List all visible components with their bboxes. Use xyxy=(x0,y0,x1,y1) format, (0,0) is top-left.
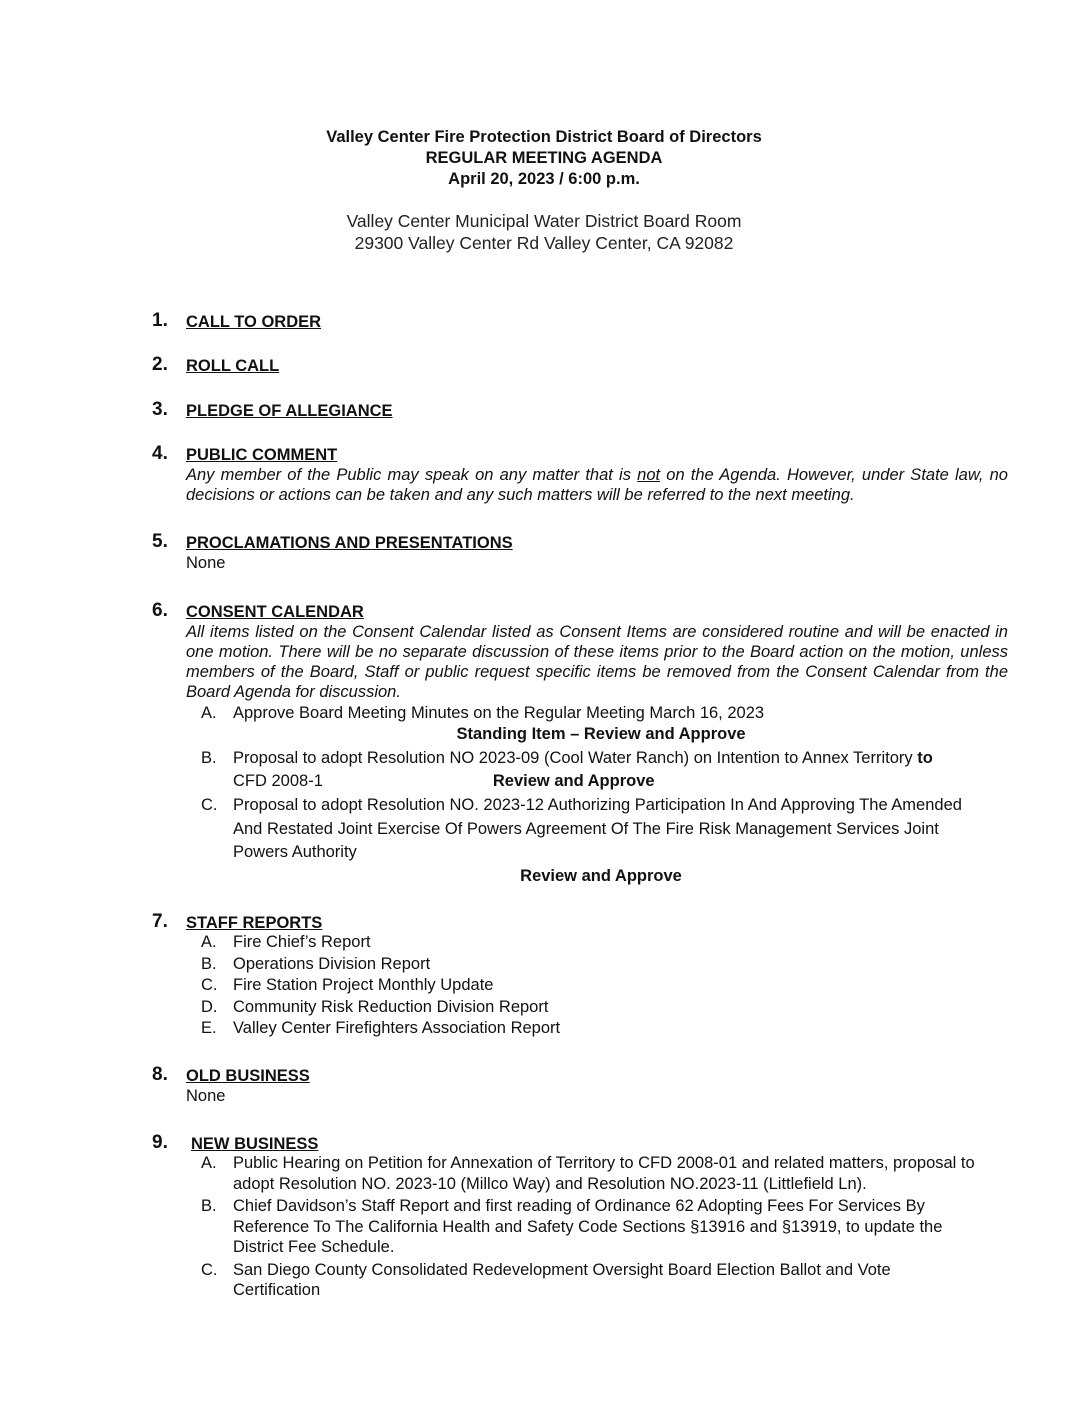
item-letter: B. xyxy=(201,749,217,767)
item-action: Review and Approve xyxy=(492,772,655,790)
list-item xyxy=(201,954,1001,976)
section-title: OLD BUSINESS xyxy=(186,1067,310,1085)
section-number: 7. xyxy=(152,911,168,932)
section-title: NEW BUSINESS xyxy=(191,1135,319,1153)
section-number: 9. xyxy=(152,1132,168,1153)
item-action: Standing Item – Review and Approve xyxy=(456,725,746,743)
section-number: 5. xyxy=(152,531,168,552)
item-text-cfd: CFD 2008-1 xyxy=(233,772,323,790)
consent-intro: All items listed on the Consent Calendar listed as Consent Items are considered routine and will be enacted in one motion. There will be no separate discussion of these items prior to the Board action on the motion, unless members of the Board, Staff or public request specific items be removed from the Consent Calendar from the Board Agenda for discussion. xyxy=(186,623,1008,701)
item-letter: C. xyxy=(201,796,218,814)
public-comment-not: not xyxy=(637,466,661,484)
item-text: Proposal to adopt Resolution NO. 2023-12 Authorizing Participation In And Approving The Amended And Restated Joint Exercise Of Powers Agreement Of The Fire Risk Management Services Joint Powers Authority xyxy=(233,796,962,861)
item-letter: C. xyxy=(201,976,218,994)
staff-report-items xyxy=(201,932,1001,1040)
item-letter: E. xyxy=(201,1019,217,1037)
section-number: 4. xyxy=(152,443,168,464)
item-letter: A. xyxy=(201,704,217,722)
section-number: 1. xyxy=(152,310,168,331)
item-text: San Diego County Consolidated Redevelopment Oversight Board Election Ballot and Vote Certification xyxy=(233,1260,891,1299)
meeting-type-title: REGULAR MEETING AGENDA xyxy=(425,149,663,167)
item-text: Approve Board Meeting Minutes on the Regular Meeting March 16, 2023 xyxy=(233,704,765,722)
item-action: Review and Approve xyxy=(520,866,682,885)
item-letter: A. xyxy=(201,1154,217,1172)
public-comment-text xyxy=(186,465,1008,505)
section-number: 6. xyxy=(152,600,168,621)
list-item xyxy=(201,1260,963,1301)
section-title: PLEDGE OF ALLEGIANCE xyxy=(186,402,393,420)
list-item xyxy=(201,1153,983,1194)
list-item xyxy=(201,1018,1001,1040)
item-text: Operations Division Report xyxy=(233,954,431,973)
item-letter: A. xyxy=(201,933,217,951)
item-letter: B. xyxy=(201,1197,217,1215)
section-number: 8. xyxy=(152,1064,168,1085)
item-text: Chief Davidson’s Staff Report and first reading of Ordinance 62 Adopting Fees For Services By Reference To The California Health and Safety Code Sections §13916 and §13919, to update the District Fee Schedule. xyxy=(233,1197,943,1256)
item-text-line2 xyxy=(233,770,1001,793)
item-text: Public Hearing on Petition for Annexation of Territory to CFD 2008-01 and related matters, proposal to adopt Resolution NO. 2023-10 (Millco Way) and Resolution NO.2023-11 (Littlefield Ln). xyxy=(233,1154,975,1193)
list-item xyxy=(201,703,1001,745)
item-letter: B. xyxy=(201,954,217,973)
section-number: 3. xyxy=(152,399,168,420)
agenda-header xyxy=(0,127,1088,254)
district-board-title: Valley Center Fire Protection District Board of Directors xyxy=(326,128,762,146)
section-title: CALL TO ORDER xyxy=(186,313,322,331)
section-title: PUBLIC COMMENT xyxy=(186,446,338,464)
list-item xyxy=(201,794,1001,888)
list-item xyxy=(201,997,1001,1019)
item-text-part: Proposal to adopt Resolution NO 2023-09 (Cool Water Ranch) on Intention to Annex Territory xyxy=(233,749,918,767)
list-item xyxy=(201,932,1001,954)
public-comment-text-a: Any member of the Public may speak on any matter that is xyxy=(186,466,638,484)
item-text: Valley Center Firefighters Association Report xyxy=(233,1019,561,1037)
list-item xyxy=(201,747,1001,793)
section-body: None xyxy=(186,554,226,572)
item-text-to: to xyxy=(917,749,933,767)
section-number: 2. xyxy=(152,354,168,375)
section-title: STAFF REPORTS xyxy=(186,914,323,932)
section-title: CONSENT CALENDAR xyxy=(186,603,364,621)
meeting-date: April 20, 2023 / 6:00 p.m. xyxy=(448,170,640,188)
section-title: PROCLAMATIONS AND PRESENTATIONS xyxy=(186,534,513,552)
item-letter: C. xyxy=(201,1260,218,1279)
new-business-items xyxy=(201,1153,1001,1301)
item-text: Fire Chief’s Report xyxy=(233,933,371,951)
item-text: Community Risk Reduction Division Report xyxy=(233,997,549,1016)
item-letter: D. xyxy=(201,997,218,1016)
list-item xyxy=(201,1196,963,1258)
item-text xyxy=(233,747,1001,770)
meeting-address: 29300 Valley Center Rd Valley Center, CA 92082 xyxy=(354,233,734,253)
section-title: ROLL CALL xyxy=(186,357,280,375)
consent-items xyxy=(201,703,1001,888)
meeting-venue: Valley Center Municipal Water District Board Room xyxy=(346,211,742,231)
list-item xyxy=(201,975,1001,997)
item-text: Fire Station Project Monthly Update xyxy=(233,976,494,994)
section-body: None xyxy=(186,1087,226,1105)
public-comment-text-b: on the Agenda. However, under State law, no decisions or actions can be taken and any such matters will be referred to the next meeting. xyxy=(186,466,1008,504)
